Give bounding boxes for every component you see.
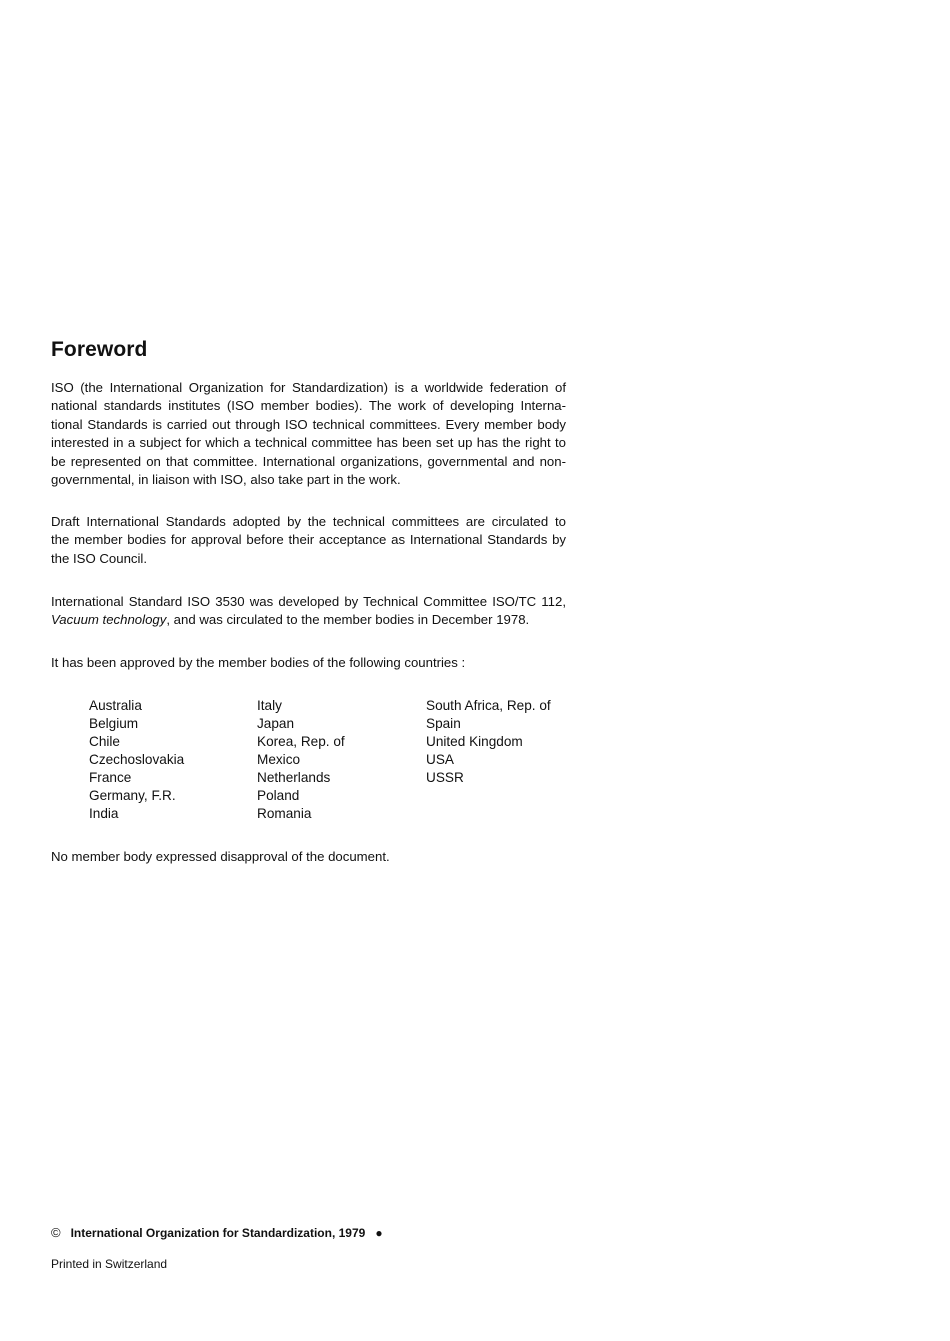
foreword-paragraph-development <box>51 593 566 630</box>
country-column-3 <box>426 697 551 787</box>
text-line: national standards institutes (ISO member bodies). The work of developing Interna- <box>51 398 566 414</box>
country-column-2 <box>257 697 345 823</box>
text-line <box>51 611 566 629</box>
country-item: Poland <box>257 788 300 803</box>
country-item: South Africa, Rep. of <box>426 698 551 713</box>
country-item: Romania <box>257 806 312 821</box>
copyright-text: International Organization for Standardization, 1979 <box>70 1226 366 1240</box>
country-item: Czechoslovakia <box>89 752 185 767</box>
bullet-icon: ● <box>375 1226 383 1240</box>
foreword-paragraph-approval: It has been approved by the member bodies of the following countries : <box>51 655 466 670</box>
text-line: governmental, in liaison with ISO, also take part in the work. <box>51 472 401 488</box>
text-fragment: , and was circulated to the member bodies in December 1978. <box>166 612 530 628</box>
foreword-paragraph-draft-standards <box>51 513 566 568</box>
country-item: USA <box>426 752 454 767</box>
text-line: the member bodies for approval before their acceptance as International Standards by <box>51 532 566 548</box>
country-item: Australia <box>89 698 142 713</box>
text-line: interested in a subject for which a technical committee has been set up has the right to <box>51 435 566 451</box>
foreword-paragraph-iso-federation <box>51 379 566 489</box>
text-line: Draft International Standards adopted by the technical committees are circulated to <box>51 514 566 529</box>
copyright-icon: © <box>51 1225 61 1240</box>
printed-location: Printed in Switzerland <box>51 1257 168 1271</box>
country-item: USSR <box>426 770 464 785</box>
text-line: tional Standards is carried out through ISO technical committees. Every member body <box>51 416 566 432</box>
country-item: Belgium <box>89 716 139 731</box>
country-item: Chile <box>89 734 120 749</box>
country-item: Mexico <box>257 752 301 767</box>
text-line: International Standard ISO 3530 was developed by Technical Committee ISO/TC 112, <box>51 594 566 609</box>
country-item: Netherlands <box>257 770 331 785</box>
country-item: India <box>89 806 119 821</box>
foreword-paragraph-no-disapproval: No member body expressed disapproval of the document. <box>51 849 390 864</box>
text-line: the ISO Council. <box>51 550 148 566</box>
committee-title: Vacuum technology <box>51 612 167 628</box>
text-line: be represented on that committee. International organizations, governmental and non- <box>51 453 566 469</box>
country-item: Germany, F.R. <box>89 788 176 803</box>
country-item: Italy <box>257 698 282 713</box>
page-title: Foreword <box>51 338 148 361</box>
copyright-notice <box>51 1225 383 1240</box>
text-line: ISO (the International Organization for Standardization) is a worldwide federation of <box>51 380 566 395</box>
country-column-1 <box>89 697 184 823</box>
country-item: Korea, Rep. of <box>257 734 345 749</box>
country-item: Japan <box>257 716 295 731</box>
country-item: France <box>89 770 132 785</box>
country-item: United Kingdom <box>426 734 523 749</box>
country-item: Spain <box>426 716 461 731</box>
